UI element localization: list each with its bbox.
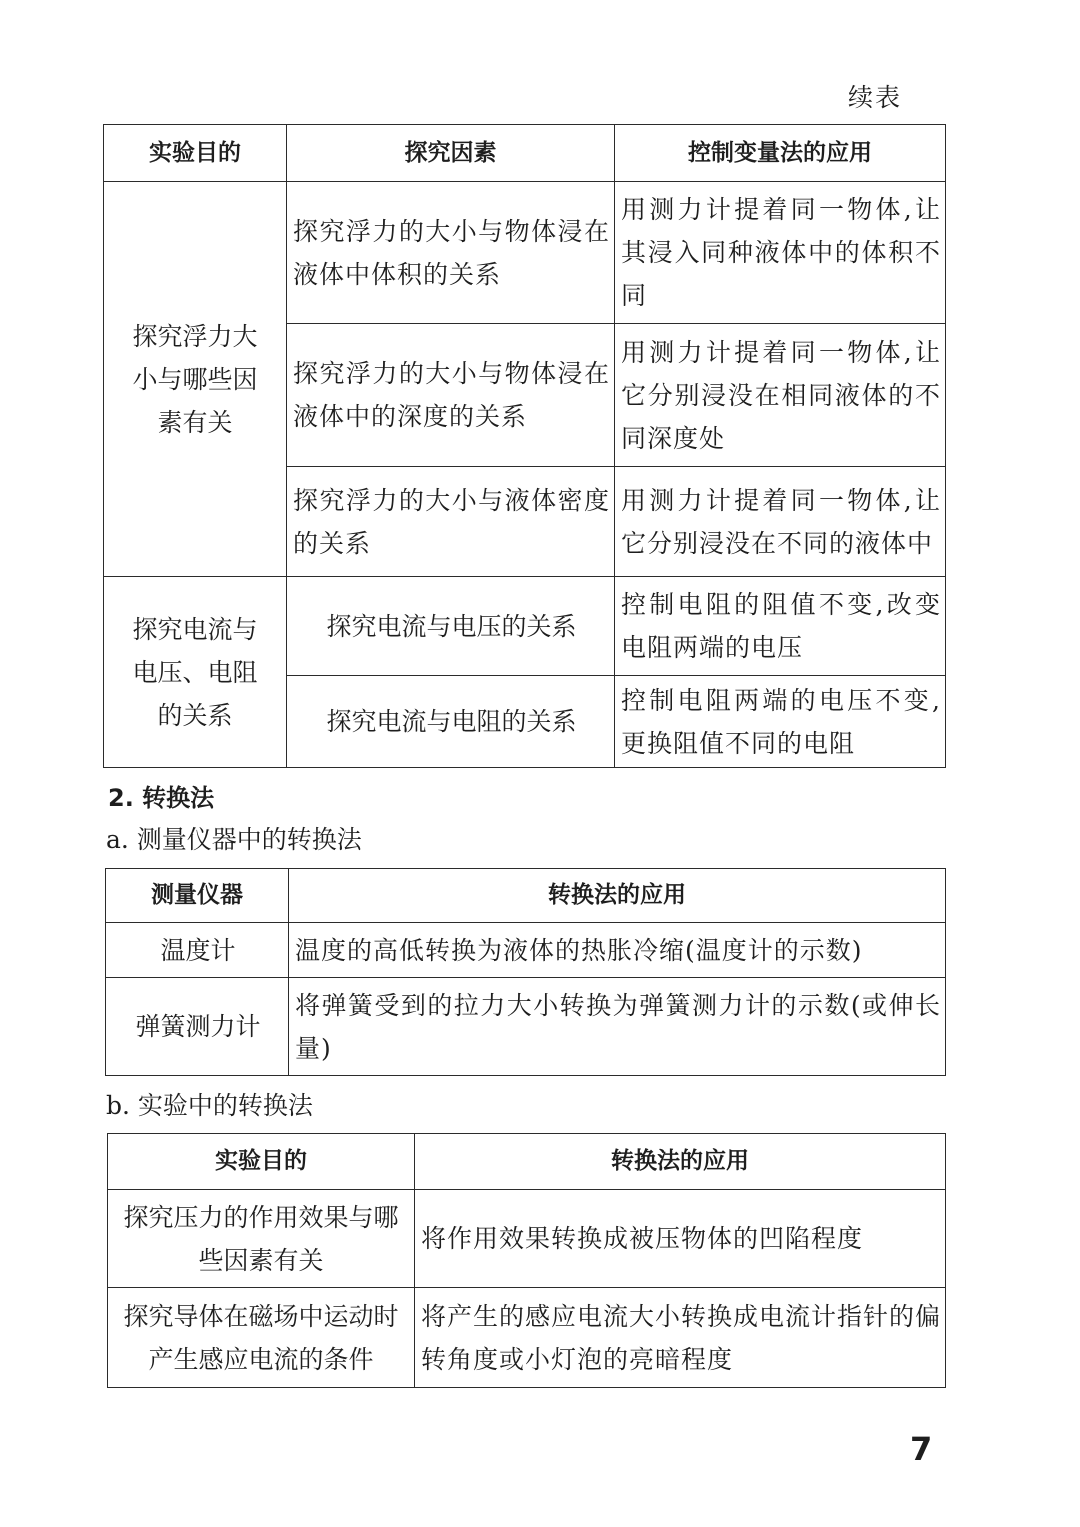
application-cell: 用测力计提着同一物体,让它分别浸没在相同液体的不同深度处	[615, 324, 946, 467]
table-row	[104, 182, 946, 324]
header-application: 控制变量法的应用	[615, 125, 946, 182]
table-header-row	[104, 125, 946, 182]
factor-cell: 探究电流与电阻的关系	[287, 676, 615, 768]
header-application: 转换法的应用	[415, 1134, 946, 1190]
continued-label: 续表	[848, 83, 903, 112]
instrument-cell: 温度计	[106, 923, 289, 978]
application-cell: 将产生的感应电流大小转换成电流计指针的偏转角度或小灯泡的亮暗程度	[415, 1288, 946, 1388]
page-number: 7	[910, 1430, 933, 1468]
table-row	[106, 923, 946, 978]
table-row	[106, 978, 946, 1076]
application-cell: 温度的高低转换为液体的热胀冷缩(温度计的示数)	[289, 923, 946, 978]
table-row	[104, 577, 946, 676]
purpose-cell-buoyancy: 探究浮力大小与哪些因素有关	[104, 182, 287, 577]
control-variable-table	[103, 124, 946, 768]
application-cell: 用测力计提着同一物体,让其浸入同种液体中的体积不同	[615, 182, 946, 324]
application-cell: 用测力计提着同一物体,让它分别浸没在不同的液体中	[615, 467, 946, 577]
purpose-cell-current: 探究电流与电压、电阻的关系	[104, 577, 287, 768]
application-cell: 将作用效果转换成被压物体的凹陷程度	[415, 1190, 946, 1288]
table-row	[108, 1288, 946, 1388]
application-cell: 控制电阻两端的电压不变,更换阻值不同的电阻	[615, 676, 946, 768]
table-row	[108, 1190, 946, 1288]
application-cell: 控制电阻的阻值不变,改变电阻两端的电压	[615, 577, 946, 676]
application-cell: 将弹簧受到的拉力大小转换为弹簧测力计的示数(或伸长量)	[289, 978, 946, 1076]
subsection-heading-a: a. 测量仪器中的转换法	[106, 825, 362, 854]
header-instrument: 测量仪器	[106, 869, 289, 923]
factor-cell: 探究浮力的大小与物体浸在液体中的深度的关系	[287, 324, 615, 467]
factor-cell: 探究电流与电压的关系	[287, 577, 615, 676]
header-factor: 探究因素	[287, 125, 615, 182]
header-purpose: 实验目的	[108, 1134, 415, 1190]
instrument-conversion-table	[105, 868, 946, 1076]
experiment-conversion-table	[107, 1133, 946, 1388]
factor-cell: 探究浮力的大小与物体浸在液体中体积的关系	[287, 182, 615, 324]
subsection-heading-b: b. 实验中的转换法	[106, 1091, 313, 1120]
purpose-cell: 探究压力的作用效果与哪些因素有关	[108, 1190, 415, 1288]
table-header-row	[106, 869, 946, 923]
header-application: 转换法的应用	[289, 869, 946, 923]
table-header-row	[108, 1134, 946, 1190]
purpose-cell: 探究导体在磁场中运动时产生感应电流的条件	[108, 1288, 415, 1388]
header-purpose: 实验目的	[104, 125, 287, 182]
instrument-cell: 弹簧测力计	[106, 978, 289, 1076]
factor-cell: 探究浮力的大小与液体密度的关系	[287, 467, 615, 577]
section-heading: 2. 转换法	[108, 784, 215, 812]
